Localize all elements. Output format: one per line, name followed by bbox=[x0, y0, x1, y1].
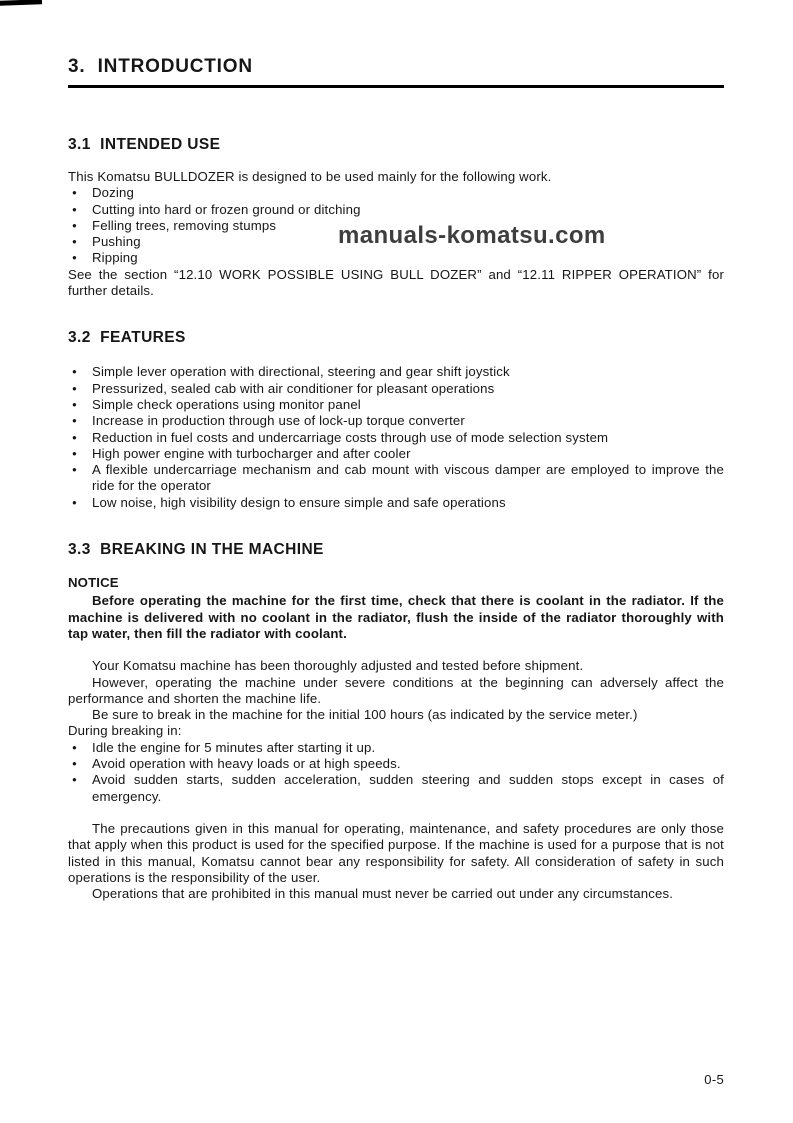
page-title: 3. INTRODUCTION bbox=[68, 56, 253, 77]
intended-use-outro: See the section “12.10 WORK POSSIBLE USING BULL DOZER” and “12.11 RIPPER OPERATION” for further details. bbox=[68, 266, 724, 299]
section-heading-intended-use: 3.1 INTENDED USE bbox=[68, 136, 221, 153]
bullet-item: ● Felling trees, removing stumps bbox=[68, 218, 724, 234]
bullet-item: ● High power engine with turbocharger and after cooler bbox=[68, 446, 724, 462]
bullet-item: ● Ripping bbox=[68, 250, 724, 266]
scan-artifact bbox=[0, 0, 42, 6]
chapter-header bbox=[68, 56, 724, 88]
bullet-item: ● Dozing bbox=[68, 185, 724, 201]
section-breaking-in bbox=[68, 541, 724, 902]
features-list bbox=[68, 364, 724, 511]
page-number: 0-5 bbox=[704, 1072, 724, 1087]
bullet-item: ● Cutting into hard or frozen ground or ditching bbox=[68, 202, 724, 218]
paragraph: Be sure to break in the machine for the initial 100 hours (as indicated by the service meter.) bbox=[92, 707, 638, 723]
section-features bbox=[68, 329, 724, 511]
watermark: manuals-komatsu.com bbox=[338, 222, 606, 249]
paragraph: However, operating the machine under severe conditions at the beginning can adversely affect the performance and shorten the machine life. bbox=[68, 674, 724, 706]
section-heading-breaking-in: 3.3 BREAKING IN THE MACHINE bbox=[68, 541, 324, 559]
bullet-item: ● Pushing bbox=[68, 234, 724, 250]
bullet-item: ● Low noise, high visibility design to ensure simple and safe operations bbox=[68, 495, 724, 511]
notice-label: NOTICE bbox=[68, 575, 119, 591]
bullet-item: ● Avoid operation with heavy loads or at high speeds. bbox=[68, 756, 724, 772]
break-in-paragraphs bbox=[68, 658, 724, 805]
bullet-item: ● Reduction in fuel costs and undercarriage costs through use of mode selection system bbox=[68, 430, 724, 446]
bullet-item: ● Simple check operations using monitor panel bbox=[68, 397, 724, 413]
section-heading-features: 3.2 FEATURES bbox=[68, 329, 186, 347]
bullet-item: ● Avoid sudden starts, sudden acceleration, sudden steering and sudden stops except in cases of emergency. bbox=[68, 772, 724, 805]
bullet-item: ● A flexible undercarriage mechanism and cab mount with viscous damper are employed to improve the ride for the operator bbox=[68, 462, 724, 495]
bullet-item: ● Increase in production through use of lock-up torque converter bbox=[68, 413, 724, 429]
breaking-in-list bbox=[68, 740, 724, 805]
bullet-item: ● Simple lever operation with directional, steering and gear shift joystick bbox=[68, 364, 724, 380]
paragraph: The precautions given in this manual for operating, maintenance, and safety procedures are only those that apply when this product is used for the specified purpose. If the machine is used for a purpose that is not listed in this manual, Komatsu cannot bear any responsibility for safety. All consideration of safety in such operations is the responsibility of the user. bbox=[68, 820, 724, 885]
section-intended-use bbox=[68, 136, 724, 299]
bullet-item: ● Idle the engine for 5 minutes after starting it up. bbox=[68, 740, 724, 756]
closing-paragraphs bbox=[68, 821, 724, 902]
notice-text: Before operating the machine for the first time, check that there is coolant in the radiator. If the machine is delivered with no coolant in the radiator, flush the inside of the radiator thoroughly with tap water, then fill the radiator with coolant. bbox=[68, 593, 724, 641]
intended-use-list bbox=[68, 185, 724, 266]
bullet-item: ● Pressurized, sealed cab with air conditioner for pleasant operations bbox=[68, 381, 724, 397]
paragraph: Your Komatsu machine has been thoroughly adjusted and tested before shipment. bbox=[92, 658, 584, 674]
paragraph: Operations that are prohibited in this manual must never be carried out under any circumstances. bbox=[92, 886, 674, 902]
during-breaking-in-label: During breaking in: bbox=[68, 723, 182, 739]
intended-use-intro: This Komatsu BULLDOZER is designed to be used mainly for the following work. bbox=[68, 169, 552, 184]
